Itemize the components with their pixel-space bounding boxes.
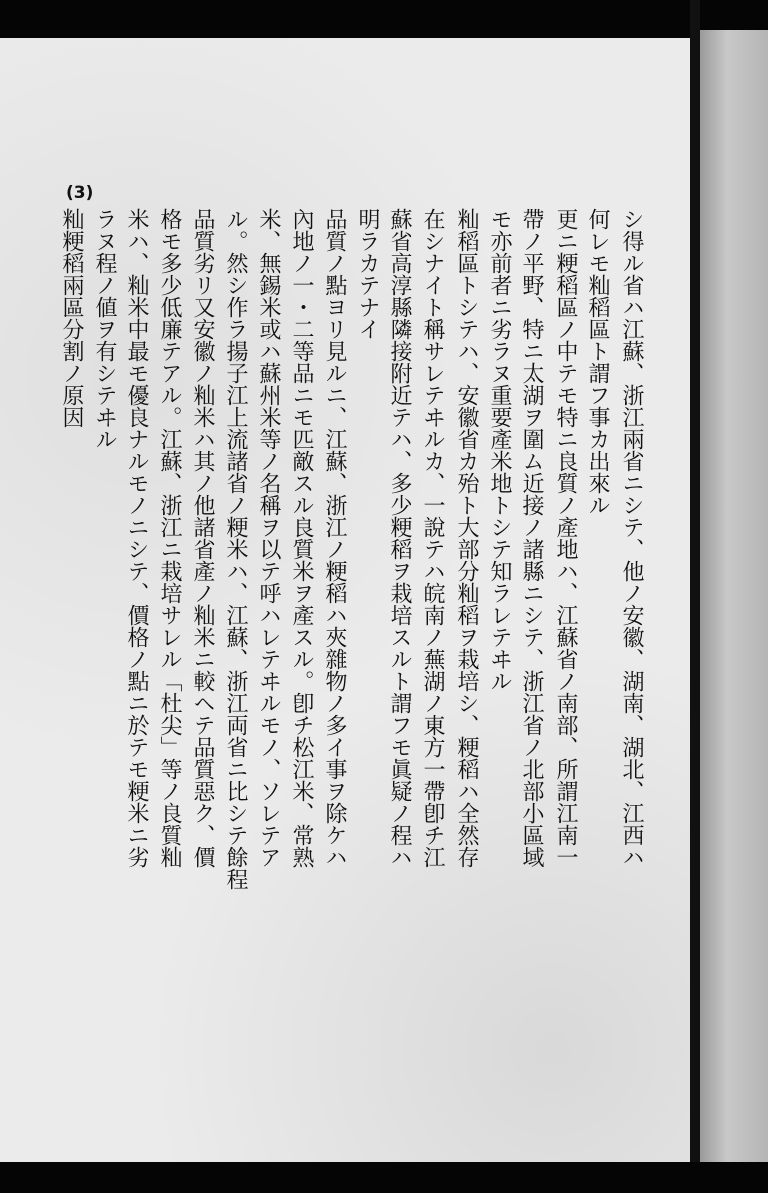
section-heading: 籼粳稻兩區分割ノ原因 [59, 208, 84, 428]
text-column: 帶ノ平野、特ニ太湖ヲ圍ム近接ノ諸縣ニシテ、浙江省ノ北部小區域 [519, 208, 544, 868]
text-column: モ亦前者ニ劣ラヌ重要產米地トシテ知ラレテヰル [487, 208, 512, 692]
text-column: 品質劣リ又安徽ノ籼米ハ其ノ他諸省產ノ籼米ニ較ヘテ品質惡ク、價 [190, 208, 215, 868]
text-column: 米、無錫米或ハ蘇州米等ノ名稱ヲ以テ呼ハレテヰルモノ、ソレテア [256, 208, 281, 868]
page-marker: (3) [66, 183, 94, 203]
text-column: 明ラカテナイ [355, 208, 380, 340]
book-gutter [690, 0, 700, 1193]
text-column: 更ニ粳稻區ノ中テモ特ニ良質ノ產地ハ、江蘇省ノ南部、所謂江南一 [553, 208, 578, 868]
text-column: 格モ多少低廉テアル。江蘇、浙江ニ栽培サレル「杜尖」等ノ良質籼 [157, 208, 182, 868]
adjacent-page-edge [700, 30, 768, 1165]
scan-top-border [0, 0, 768, 38]
text-column: ル。然シ作ラ揚子江上流諸省ノ粳米ハ、江蘇、浙江両省ニ比シテ餘程 [223, 208, 248, 890]
text-column: 籼稻區トシテハ、安徽省カ殆ト大部分籼稻ヲ栽培シ、粳稻ハ全然存 [454, 208, 479, 868]
text-column: シ得ル省ハ江蘇、浙江兩省ニシテ、他ノ安徽、湖南、湖北、江西ハ [619, 208, 644, 868]
text-column: 米ハ、籼米中最モ優良ナルモノニシテ、價格ノ點ニ於テモ粳米ニ劣 [124, 208, 149, 868]
text-column: 何レモ籼稻區ト謂フ事カ出來ル [585, 208, 610, 516]
text-column: 內地ノ一・二等品ニモ匹敵スル良質米ヲ產スル。卽チ松江米、常熟 [289, 208, 314, 868]
text-column: 蘇省高淳縣隣接附近テハ、多少粳稻ヲ栽培スルト謂フモ眞疑ノ程ハ [387, 208, 412, 868]
text-column: ラヌ程ノ値ヲ有シテヰル [92, 208, 117, 450]
text-column: 品質ノ點ヨリ見ルニ、江蘇、浙江ノ粳稻ハ夾雜物ノ多イ事ヲ除ケハ [322, 208, 347, 868]
text-column: 在シナイト稱サレテヰルカ、一說テハ皖南ノ蕪湖ノ東方一帶卽チ江 [420, 208, 445, 868]
scan-bottom-border [0, 1162, 768, 1193]
